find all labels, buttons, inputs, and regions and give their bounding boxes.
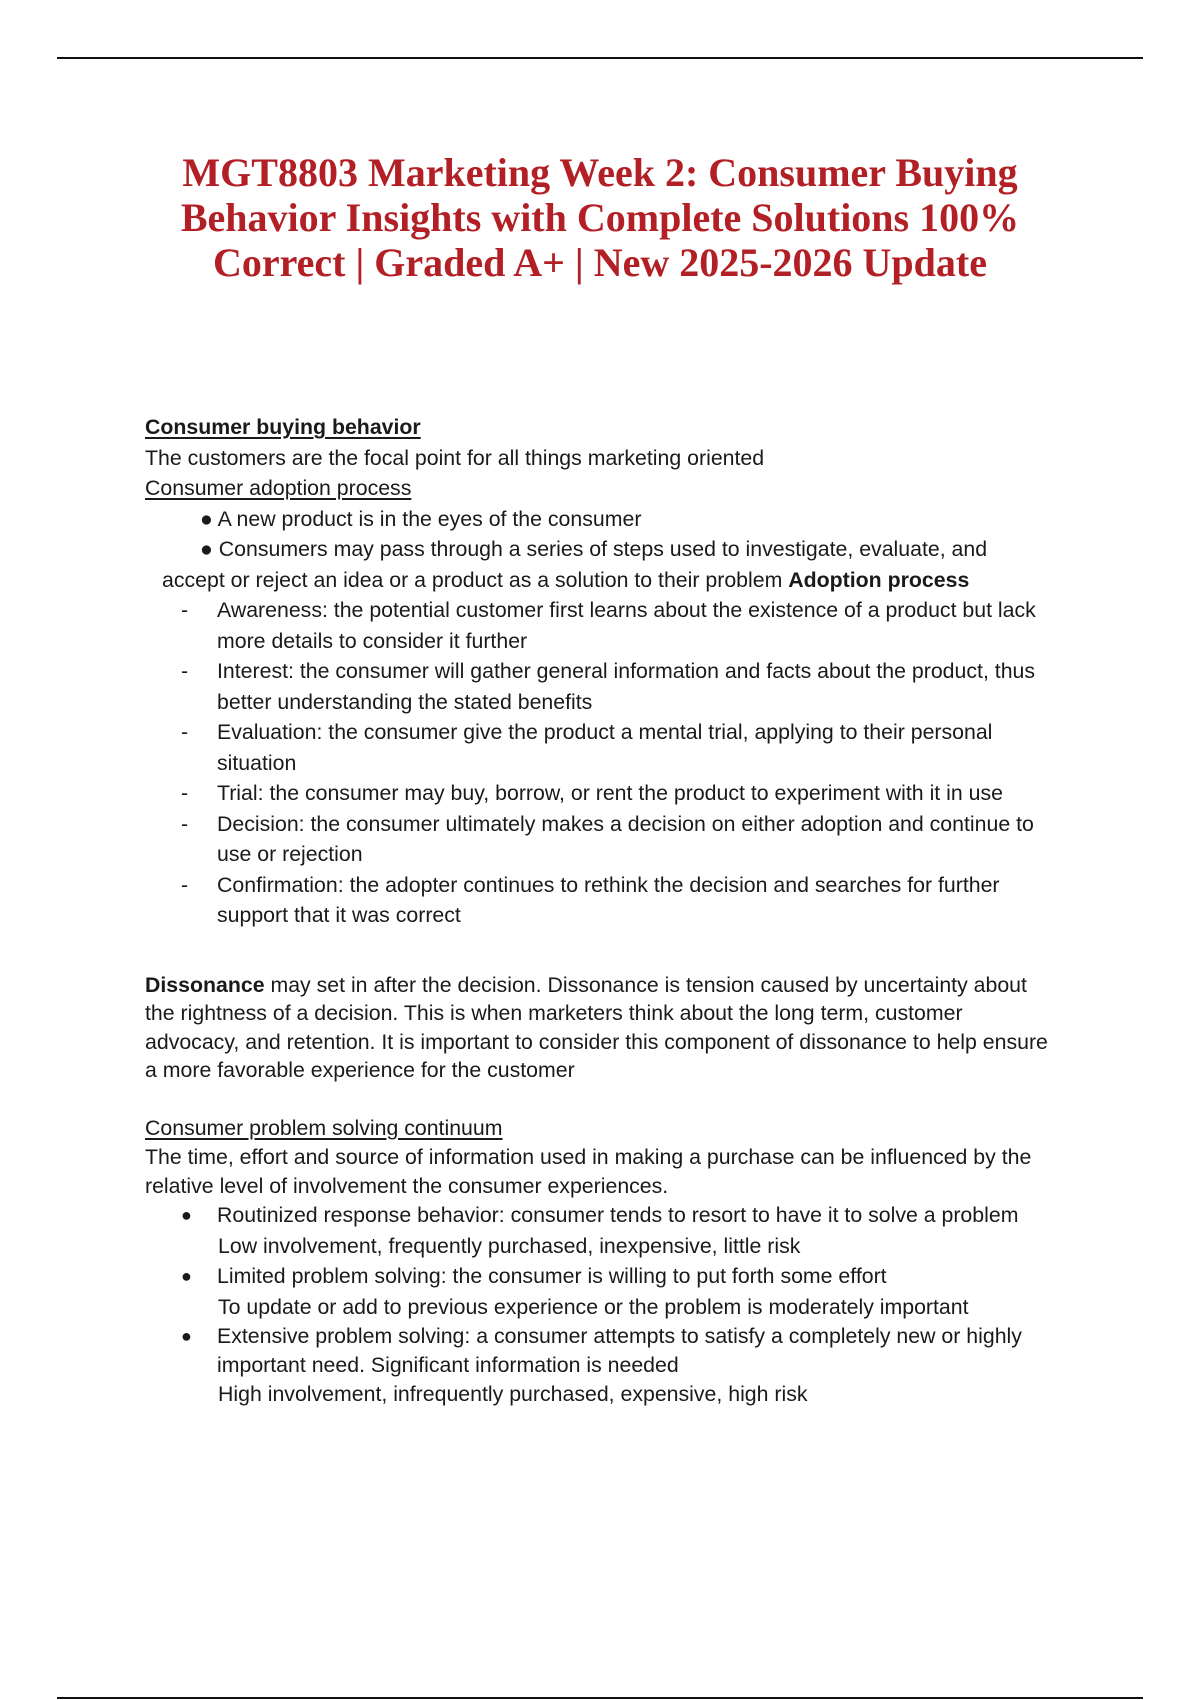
bullet-item-continuation: accept or reject an idea or a product as a solution to their problem Adoption process (162, 567, 970, 592)
step-evaluation-cont: situation (217, 750, 297, 775)
section-heading-problem-solving: Consumer problem solving continuum (145, 1115, 503, 1140)
section-heading-buying-behavior: Consumer buying behavior (145, 415, 421, 439)
step-evaluation: - Evaluation: the consumer give the product a mental trial, applying to their personal (181, 720, 993, 744)
continuum-intro-line: relative level of involvement the consumer experiences. (145, 1173, 669, 1198)
dissonance-term: Dissonance (145, 972, 265, 997)
subheading-adoption-process: Consumer adoption process (145, 476, 412, 500)
dissonance-paragraph-line: a more favorable experience for the customer (145, 1058, 575, 1082)
step-interest-cont: better understanding the stated benefits (217, 689, 593, 714)
step-awareness-cont: more details to consider it further (217, 628, 528, 653)
continuum-intro-line: The time, effort and source of information used in making a purchase can be influenced by the (145, 1145, 1032, 1169)
continuum-item-extensive: ● Extensive problem solving: a consumer attempts to satisfy a completely new or highly (181, 1324, 1022, 1348)
title-line-2: Behavior Insights with Complete Solutions 100% (180, 195, 1020, 240)
document-body (145, 412, 1095, 1410)
dissonance-paragraph-line: Dissonance may set in after the decision. Dissonance is tension caused by uncertainty about (145, 972, 1027, 997)
title-line-1: MGT8803 Marketing Week 2: Consumer Buying (182, 150, 1018, 195)
continuum-item-extensive-cont: important need. Significant information is needed (217, 1352, 679, 1377)
continuum-item-note: Low involvement, frequently purchased, inexpensive, little risk (218, 1233, 801, 1258)
step-decision-cont: use or rejection (217, 842, 363, 866)
step-interest: - Interest: the consumer will gather general information and facts about the product, thus (181, 659, 1036, 683)
bottom-rule (57, 1697, 1143, 1699)
adoption-process-label: Adoption process (788, 567, 970, 592)
step-confirmation: - Confirmation: the adopter continues to rethink the decision and searches for further (181, 872, 1000, 897)
bullet-item: ● Consumers may pass through a series of steps used to investigate, evaluate, and (200, 537, 988, 561)
top-rule (57, 57, 1143, 59)
intro-text: The customers are the focal point for all things marketing oriented (145, 445, 765, 470)
continuum-item-limited: ● Limited problem solving: the consumer is willing to put forth some effort (181, 1264, 887, 1288)
continuum-item-routinized: ● Routinized response behavior: consumer tends to resort to have it to solve a problem (181, 1203, 1019, 1227)
step-decision: - Decision: the consumer ultimately makes a decision on either adoption and continue to (181, 811, 1034, 836)
document-title (110, 150, 1090, 285)
step-awareness: - Awareness: the potential customer first learns about the existence of a product but lack (181, 598, 1036, 622)
bullet-item: ● A new product is in the eyes of the consumer (200, 506, 642, 531)
dissonance-paragraph-line: advocacy, and retention. It is important to consider this component of dissonance to help ensure (145, 1029, 1048, 1054)
continuum-item-note: To update or add to previous experience or the problem is moderately important (218, 1294, 969, 1319)
title-line-3: Correct | Graded A+ | New 2025-2026 Update (212, 240, 987, 285)
step-trial: - Trial: the consumer may buy, borrow, or rent the product to experiment with it in use (181, 781, 1003, 805)
continuum-item-note: High involvement, infrequently purchased, expensive, high risk (218, 1382, 808, 1406)
step-confirmation-cont: support that it was correct (217, 903, 461, 927)
dissonance-paragraph-line: the rightness of a decision. This is when marketers think about the long term, customer (145, 1001, 963, 1025)
